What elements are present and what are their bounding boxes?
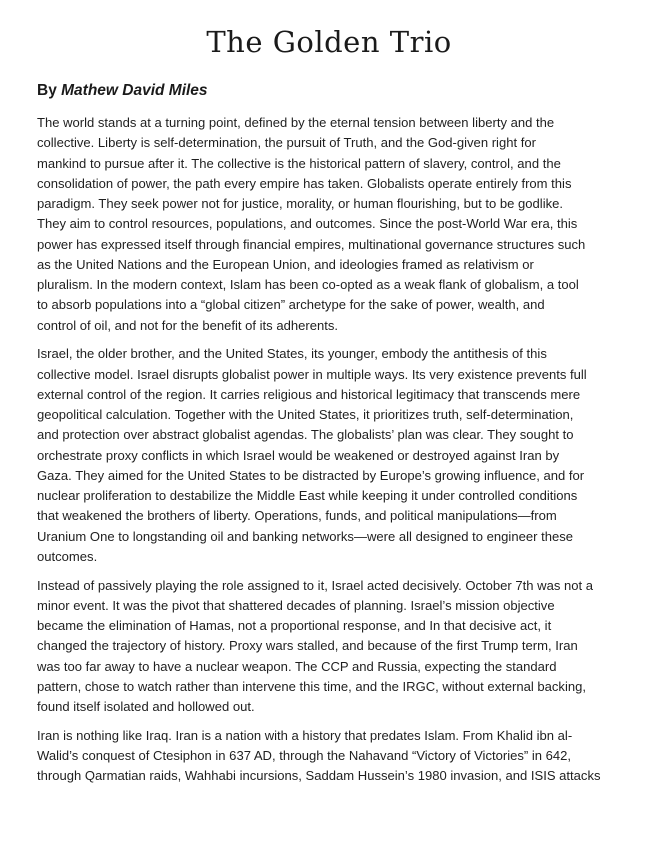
paragraph-line: consolidation of power, the path every empire has taken. Globalists operate entirely from this bbox=[37, 175, 572, 191]
paragraph-line: Israel, the older brother, and the United States, its younger, embody the antithesis of this bbox=[37, 346, 547, 362]
paragraph-line: pattern, chose to watch rather than intervene this time, and the IRGC, without external backing, bbox=[37, 678, 586, 694]
paragraph-2 bbox=[37, 344, 597, 567]
author-name: Mathew David Miles bbox=[61, 82, 208, 99]
paragraph-line: control of oil, and not for the benefit of its adherents. bbox=[37, 317, 338, 333]
paragraph-line: outcomes. bbox=[37, 548, 98, 564]
paragraph-line: minor event. It was the pivot that shattered decades of planning. Israel’s mission objective bbox=[37, 597, 555, 613]
paragraph-line: Iran is nothing like Iraq. Iran is a nation with a history that predates Islam. From Khalid ibn al- bbox=[37, 727, 573, 743]
paragraph-4 bbox=[37, 726, 601, 787]
paragraph-line: They aim to control resources, populations, and outcomes. Since the post-World War era, this bbox=[37, 216, 578, 232]
paragraph-line: collective model. Israel disrupts globalist power in multiple ways. Its very existence prevents full bbox=[37, 366, 587, 382]
paragraph-line: and protection over abstract globalist agendas. The globalists’ plan was clear. They sought to bbox=[37, 427, 574, 443]
paragraph-line: collective. Liberty is self-determination, the pursuit of Truth, and the God-given right for bbox=[37, 135, 536, 151]
paragraph-line: was too far away to have a nuclear weapon. The CCP and Russia, expecting the standard bbox=[37, 658, 557, 674]
paragraph-line: changed the trajectory of history. Proxy wars stalled, and because of the first Trump term, Iran bbox=[37, 638, 578, 654]
byline bbox=[37, 80, 208, 102]
paragraph-line: external control of the region. It carries religious and historical legitimacy that transcends mere bbox=[37, 386, 581, 402]
paragraph-line: Gaza. They aimed for the United States to be distracted by Europe’s growing influence, and for bbox=[37, 467, 585, 483]
paragraph-1 bbox=[37, 113, 597, 336]
paragraph-line: paradigm. They seek power not for justice, morality, or human flourishing, but to be godlike. bbox=[37, 196, 564, 211]
paragraph-line: The world stands at a turning point, defined by the eternal tension between liberty and the bbox=[37, 115, 555, 130]
paragraph-line: Uranium One to longstanding oil and banking networks—were all designed to engineer these bbox=[37, 528, 573, 544]
paragraph-line: geopolitical calculation. Together with the United States, it prioritizes truth, self-determination, bbox=[37, 407, 574, 422]
paragraph-line: Walid’s conquest of Ctesiphon in 637 AD, through the Nahavand “Victory of Victories” in 642, bbox=[37, 748, 572, 763]
byline-prefix: By bbox=[37, 82, 62, 99]
paragraph-line: found itself isolated and hollowed out. bbox=[37, 699, 255, 714]
paragraph-line: Instead of passively playing the role assigned to it, Israel acted decisively. October 7th was not a bbox=[37, 577, 594, 593]
paragraph-line: nuclear proliferation to destabilize the Middle East while keeping it under controlled conditions bbox=[37, 488, 578, 503]
paragraph-line: as the United Nations and the European Union, and ideologies framed as relativism or bbox=[37, 256, 534, 272]
paragraph-line: through Qarmatian raids, Wahhabi incursions, Saddam Hussein’s 1980 invasion, and ISIS attacks bbox=[37, 768, 601, 784]
document-title: The Golden Trio bbox=[206, 25, 452, 59]
paragraph-line: pluralism. In the modern context, Islam has been co-opted as a weak flank of globalism, a tool bbox=[37, 277, 579, 292]
article-body bbox=[37, 113, 601, 795]
paragraph-line: became the elimination of Hamas, not a proportional response, and In that decisive act, it bbox=[37, 618, 552, 633]
paragraph-line: orchestrate proxy conflicts in which Israel would be weakened or destroyed against Iran by bbox=[37, 447, 560, 463]
paragraph-line: that weakened the brothers of liberty. Operations, funds, and political manipulations—from bbox=[37, 508, 557, 524]
paragraph-line: power has expressed itself through financial empires, multinational governance structures such bbox=[37, 236, 586, 252]
paragraph-line: mankind to pursue after it. The collective is the historical pattern of slavery, control, and the bbox=[37, 155, 561, 171]
paragraph-3 bbox=[37, 576, 597, 718]
paragraph-line: to absorb populations into a “global citizen” archetype for the sake of power, wealth, and bbox=[37, 297, 545, 313]
